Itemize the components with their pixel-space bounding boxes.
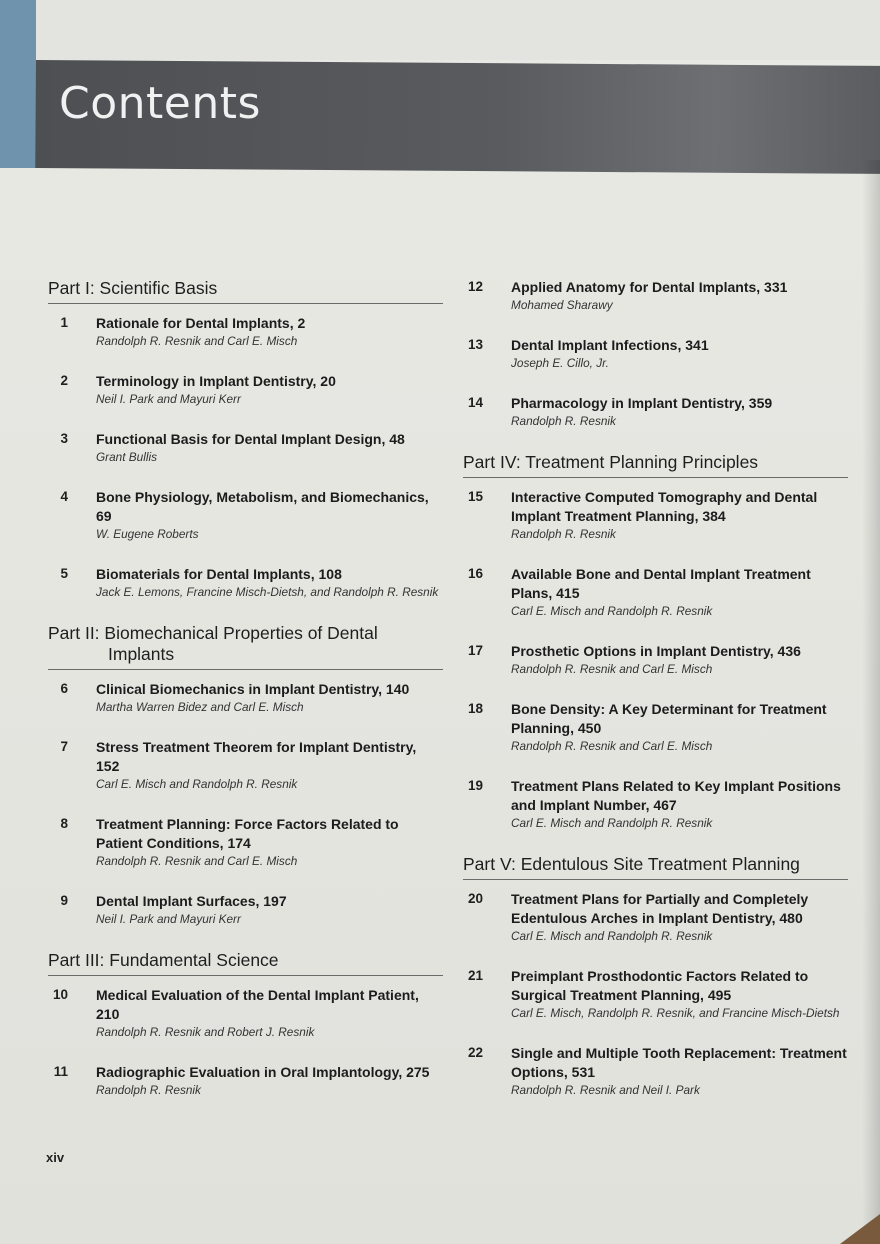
chapter-number: 4	[60, 489, 68, 504]
blue-edge-tab	[0, 0, 36, 168]
chapter-title: Treatment Planning: Force Factors Related to Patient Conditions, 174	[96, 816, 399, 851]
chapter-number: 14	[467, 395, 483, 410]
chapter-number: 17	[467, 643, 483, 658]
chapter-number: 15	[467, 489, 483, 504]
chapter-number: 9	[60, 893, 68, 908]
toc-entry	[48, 1063, 443, 1099]
chapter-authors: W. Eugene Roberts	[96, 527, 199, 541]
chapter-authors: Grant Bullis	[96, 450, 157, 464]
chapter-authors: Neil I. Park and Mayuri Kerr	[96, 392, 241, 406]
toc-entry	[48, 892, 443, 928]
toc-entry	[48, 565, 443, 601]
page-number: xiv	[46, 1150, 65, 1165]
page-top-strip	[0, 0, 880, 60]
chapter-number: 22	[467, 1045, 483, 1060]
chapter-number: 5	[60, 566, 68, 581]
part-heading-label: Part IV: Treatment Planning Principles	[463, 452, 759, 472]
chapter-title: Available Bone and Dental Implant Treatment Plans, 415	[511, 566, 811, 601]
chapter-number: 6	[60, 681, 68, 696]
chapter-title: Bone Physiology, Metabolism, and Biomechanics, 69	[96, 489, 429, 524]
toc-right-column	[463, 278, 848, 1121]
chapter-number: 3	[60, 431, 68, 446]
chapter-title: Dental Implant Surfaces, 197	[96, 893, 287, 909]
chapter-authors: Carl E. Misch, Randolph R. Resnik, and Francine Misch-Dietsh	[511, 1006, 840, 1020]
toc-entry	[48, 488, 443, 543]
chapter-authors: Randolph R. Resnik	[511, 414, 616, 428]
toc-entry	[48, 986, 443, 1041]
toc-entry	[463, 336, 848, 372]
toc-entry	[463, 1044, 848, 1099]
chapter-authors: Randolph R. Resnik and Carl E. Misch	[96, 334, 298, 348]
part-heading	[48, 278, 443, 304]
toc-entry	[463, 394, 848, 430]
chapter-title: Treatment Plans Related to Key Implant Positions and Implant Number, 467	[511, 778, 841, 813]
chapter-title: Pharmacology in Implant Dentistry, 359	[511, 395, 773, 411]
toc-entry	[48, 430, 443, 466]
chapter-title: Medical Evaluation of the Dental Implant Patient, 210	[96, 987, 419, 1022]
part-heading	[463, 854, 848, 880]
chapter-number: 13	[467, 337, 483, 352]
chapter-number: 10	[52, 987, 68, 1002]
chapter-number: 16	[467, 566, 483, 581]
chapter-title: Clinical Biomechanics in Implant Dentistry, 140	[96, 681, 410, 697]
chapter-authors: Carl E. Misch and Randolph R. Resnik	[511, 604, 713, 618]
toc-entry	[463, 967, 848, 1022]
toc-left-column	[48, 278, 443, 1121]
chapter-authors: Randolph R. Resnik and Carl E. Misch	[96, 854, 298, 868]
chapter-authors: Randolph R. Resnik and Robert J. Resnik	[96, 1025, 315, 1039]
chapter-number: 2	[60, 373, 68, 388]
chapter-title: Preimplant Prosthodontic Factors Related to Surgical Treatment Planning, 495	[511, 968, 809, 1003]
chapter-title: Terminology in Implant Dentistry, 20	[96, 373, 336, 389]
toc-entry	[48, 680, 443, 716]
toc-entry	[463, 488, 848, 543]
chapter-title: Rationale for Dental Implants, 2	[96, 315, 306, 331]
part-heading-label: Part II: Biomechanical Properties of Dental	[48, 623, 378, 643]
toc-entry	[463, 278, 848, 314]
chapter-authors: Jack E. Lemons, Francine Misch-Dietsh, and Randolph R. Resnik	[96, 585, 439, 599]
chapter-number: 1	[60, 315, 68, 330]
chapter-authors: Randolph R. Resnik and Carl E. Misch	[511, 739, 713, 753]
toc-entry	[463, 777, 848, 832]
page-corner	[840, 1214, 880, 1244]
toc-entry	[48, 738, 443, 793]
chapter-title: Applied Anatomy for Dental Implants, 331	[511, 279, 788, 295]
chapter-number: 11	[53, 1064, 68, 1079]
part-heading-label: Part V: Edentulous Site Treatment Planning	[463, 854, 800, 874]
chapter-number: 8	[60, 816, 68, 831]
toc-entry	[463, 565, 848, 620]
chapter-title: Radiographic Evaluation in Oral Implantology, 275	[96, 1064, 430, 1080]
chapter-authors: Joseph E. Cillo, Jr.	[511, 356, 609, 370]
chapter-title: Interactive Computed Tomography and Dental Implant Treatment Planning, 384	[511, 489, 818, 524]
chapter-authors: Randolph R. Resnik	[96, 1083, 201, 1097]
part-heading	[48, 950, 443, 976]
chapter-title: Prosthetic Options in Implant Dentistry, 436	[511, 643, 801, 659]
toc-entry	[463, 890, 848, 945]
toc-entry	[48, 314, 443, 350]
chapter-number: 7	[60, 739, 68, 754]
chapter-authors: Carl E. Misch and Randolph R. Resnik	[511, 816, 713, 830]
chapter-title: Stress Treatment Theorem for Implant Dentistry, 152	[96, 739, 417, 774]
part-heading-label-continued: Implants	[108, 644, 175, 664]
chapter-authors: Randolph R. Resnik and Carl E. Misch	[511, 662, 713, 676]
chapter-title: Bone Density: A Key Determinant for Treatment Planning, 450	[511, 701, 827, 736]
chapter-authors: Carl E. Misch and Randolph R. Resnik	[511, 929, 713, 943]
chapter-authors: Carl E. Misch and Randolph R. Resnik	[96, 777, 298, 791]
chapter-title: Biomaterials for Dental Implants, 108	[96, 566, 342, 582]
part-heading	[463, 452, 848, 478]
chapter-title: Single and Multiple Tooth Replacement: Treatment Options, 531	[511, 1045, 847, 1080]
toc-entry	[463, 642, 848, 678]
chapter-title: Dental Implant Infections, 341	[511, 337, 709, 353]
chapter-authors: Martha Warren Bidez and Carl E. Misch	[96, 700, 304, 714]
chapter-number: 20	[467, 891, 483, 906]
page-title: Contents	[59, 78, 261, 129]
page-edge-shadow	[862, 160, 880, 1244]
toc-entry	[48, 815, 443, 870]
chapter-authors: Randolph R. Resnik	[511, 527, 616, 541]
part-heading-label: Part I: Scientific Basis	[48, 278, 218, 298]
chapter-number: 21	[467, 968, 483, 983]
chapter-number: 18	[467, 701, 483, 716]
chapter-authors: Mohamed Sharawy	[511, 298, 613, 312]
toc-entry	[48, 372, 443, 408]
chapter-authors: Neil I. Park and Mayuri Kerr	[96, 912, 241, 926]
part-heading-label: Part III: Fundamental Science	[48, 950, 279, 970]
part-heading	[48, 623, 443, 670]
chapter-number: 19	[467, 778, 483, 793]
chapter-authors: Randolph R. Resnik and Neil I. Park	[511, 1083, 700, 1097]
chapter-number: 12	[467, 279, 483, 294]
chapter-title: Functional Basis for Dental Implant Design, 48	[96, 431, 405, 447]
toc-entry	[463, 700, 848, 755]
chapter-title: Treatment Plans for Partially and Completely Edentulous Arches in Implant Dentistry, 480	[511, 891, 809, 926]
